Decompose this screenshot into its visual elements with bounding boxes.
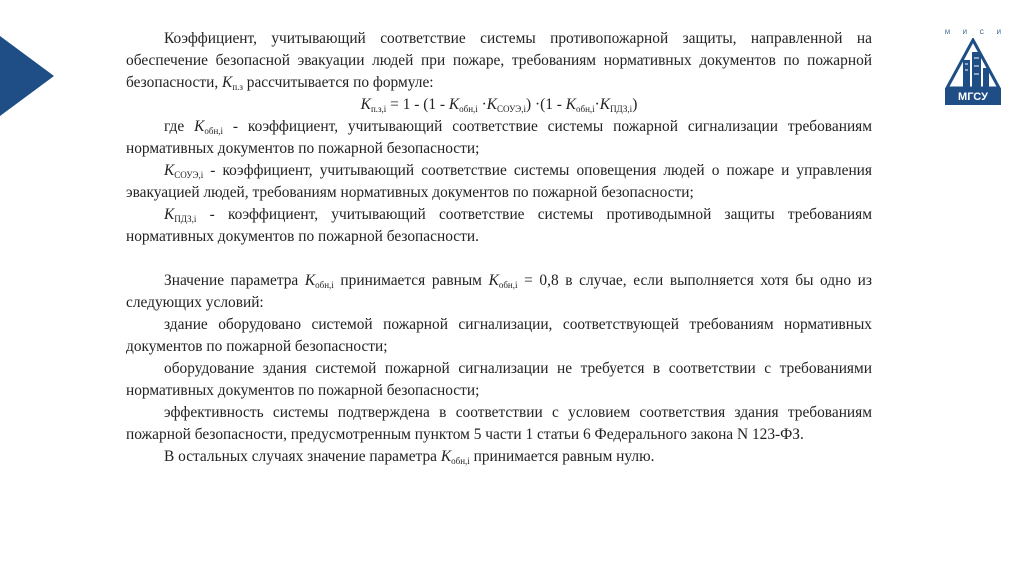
play-arrow-icon[interactable] bbox=[0, 36, 54, 116]
condition-2: оборудование здания системой пожарной сигнализации не требуется в соответствии с требованиями нормативных документов по пожарной безопасности; bbox=[126, 360, 872, 399]
building-emblem-icon bbox=[945, 38, 1001, 90]
document-body bbox=[126, 28, 872, 468]
logo-letters bbox=[945, 30, 1001, 36]
condition-1: здание оборудовано системой пожарной сигнализации, соответствующей требованиям нормативных документов по пожарной безопасности; bbox=[126, 316, 872, 355]
logo-letter: С bbox=[979, 30, 984, 36]
closing-paragraph: В остальных случаях значение параметра $K_{обн,i}$ принимается равным нулю. bbox=[164, 448, 655, 466]
logo-letter: М bbox=[945, 30, 950, 36]
spacer bbox=[126, 248, 872, 270]
logo-letter: И bbox=[962, 30, 967, 36]
condition-3: эффективность системы подтверждена в соответствии с условием соответствия здания требованиям пожарной безопасности, предусмотренным пунктом 5 части 1 статьи 6 Федерального закона N 123-ФЗ. bbox=[126, 404, 872, 443]
definition-soue: $K_{СОУЭ,i}$ - коэффициент, учитывающий соответствие системы оповещения людей о пожаре и управления эвакуацией людей, требованиям нормативных документов по пожарной безопасности; bbox=[126, 162, 872, 201]
definition-pdz: $K_{ПДЗ,i}$ - коэффициент, учитывающий соответствие системы противодымной защиты требованиям нормативных документов по пожарной безопасности. bbox=[126, 206, 872, 245]
logo-brand: МГСУ bbox=[945, 89, 1001, 105]
mgsu-logo bbox=[945, 30, 1001, 108]
value-paragraph: Значение параметра $K_{обн,i}$ принимается равным $K_{обн,i} = 0,8$ в случае, если выполняется хотя бы одно из следующих условий: bbox=[126, 272, 872, 311]
formula: $K_{п.з,i} = 1 - (1 - K_{обн,i} \cdot K_{СОУЭ,i}) \cdot(1 - K_{обн,i}\cdot K_{ПДЗ,i})$ bbox=[360, 96, 638, 114]
definition-obn: где $K_{обн,i}$ - коэффициент, учитывающий соответствие системы пожарной сигнализации требованиям нормативных документов по пожарной безопасности; bbox=[126, 118, 872, 157]
logo-letter: И bbox=[996, 30, 1001, 36]
intro-paragraph: Коэффициент, учитывающий соответствие системы противопожарной защиты, направленной на обеспечение безопасной эвакуации людей при пожаре, требованиям нормативных документов по пожарной безопасности, $K_{п.з}$ рассчитывается по формуле: bbox=[126, 30, 872, 92]
